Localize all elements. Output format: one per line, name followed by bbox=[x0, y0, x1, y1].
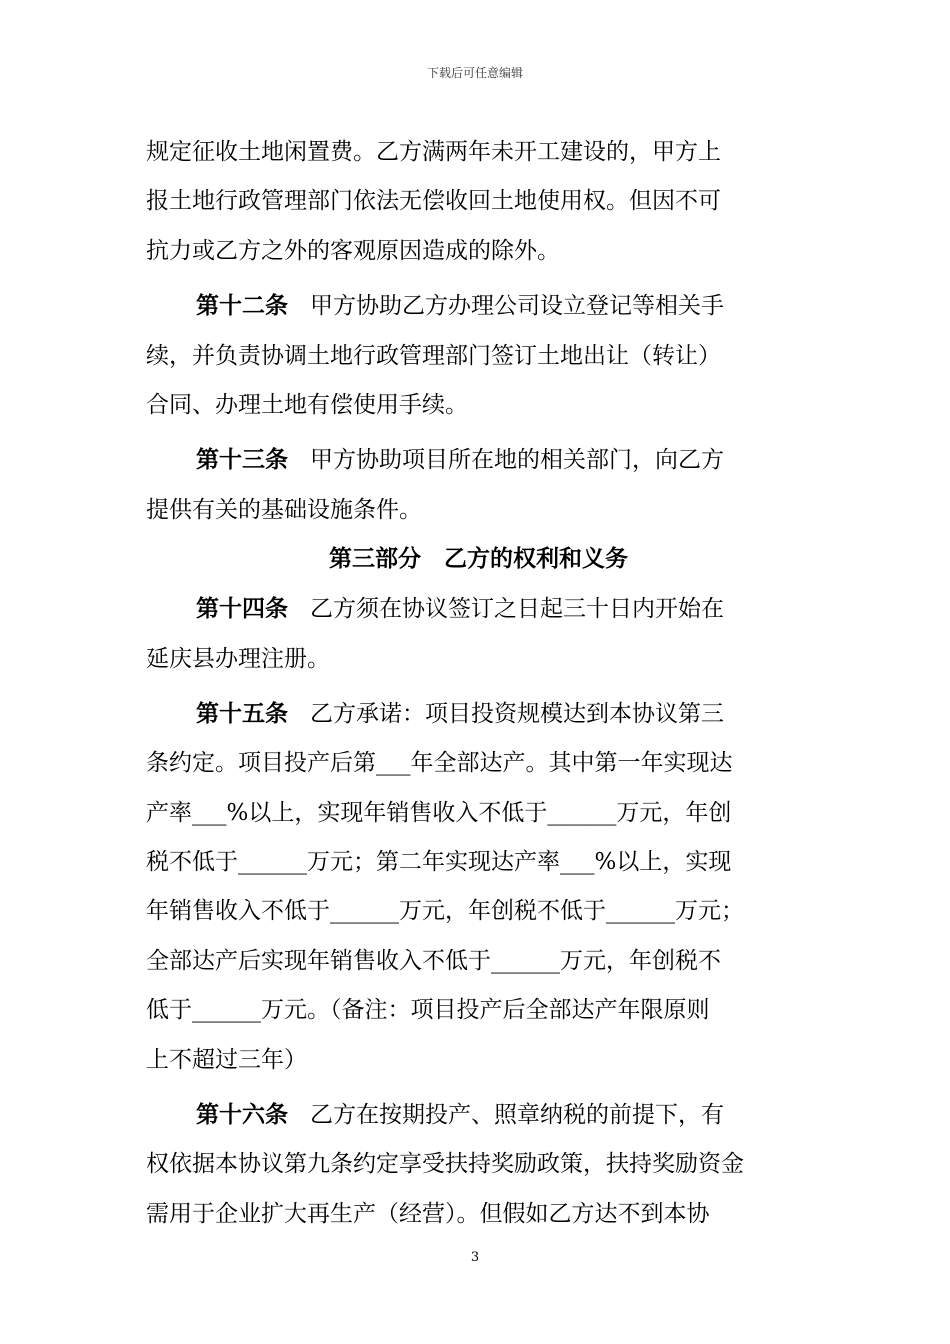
paragraph-continued bbox=[146, 128, 811, 276]
header-note: 下载后可任意编辑 bbox=[426, 66, 523, 80]
article-13 bbox=[146, 436, 811, 535]
section-heading: 第三部分 乙方的权利和义务 bbox=[329, 545, 628, 573]
text-line: 税不低于______万元；第二年实现达产率___%以上，实现 bbox=[146, 849, 732, 876]
article-text: 甲方协助乙方办理公司设立登记等相关手 bbox=[310, 293, 724, 320]
text-line: 合同、办理土地有偿使用手续。 bbox=[146, 391, 468, 418]
text-line: 全部达产后实现年销售收入不低于______万元，年创税不 bbox=[146, 947, 721, 974]
text-line: 上不超过三年） bbox=[146, 1046, 307, 1073]
article-label: 第十六条 bbox=[196, 1102, 288, 1129]
article-12 bbox=[146, 282, 811, 430]
article-16 bbox=[146, 1091, 811, 1239]
text-line: 产率___%以上，实现年销售收入不低于______万元，年创 bbox=[146, 799, 732, 826]
article-text: 甲方协助项目所在地的相关部门，向乙方 bbox=[310, 447, 724, 474]
text-line: 条约定。项目投产后第___年全部达产。其中第一年实现达 bbox=[146, 750, 733, 777]
article-text: 乙方在按期投产、照章纳税的前提下，有 bbox=[310, 1102, 724, 1129]
article-label: 第十三条 bbox=[196, 447, 288, 474]
text-line: 续，并负责协调土地行政管理部门签订土地出让（转让） bbox=[146, 342, 721, 369]
article-first-line bbox=[146, 1091, 811, 1140]
article-label: 第十四条 bbox=[196, 596, 288, 623]
article-first-line bbox=[146, 436, 811, 485]
document-body bbox=[146, 128, 811, 1239]
text-line: 报土地行政管理部门依法无偿收回土地使用权。但因不可 bbox=[146, 188, 721, 215]
article-15 bbox=[146, 690, 811, 1085]
article-text: 乙方承诺：项目投资规模达到本协议第三 bbox=[310, 700, 724, 727]
text-line: 延庆县办理注册。 bbox=[146, 645, 330, 672]
article-text: 乙方须在协议签订之日起三十日内开始在 bbox=[310, 596, 724, 623]
article-14 bbox=[146, 585, 811, 684]
text-line: 需用于企业扩大再生产（经营）。但假如乙方达不到本协 bbox=[146, 1200, 710, 1227]
text-line: 权依据本协议第九条约定享受扶持奖励政策，扶持奖励资金 bbox=[146, 1151, 744, 1178]
text-line: 抗力或乙方之外的客观原因造成的除外。 bbox=[146, 237, 560, 264]
article-label: 第十五条 bbox=[196, 700, 288, 727]
article-first-line bbox=[146, 282, 811, 331]
text-line: 规定征收土地闲置费。乙方满两年未开工建设的，甲方上 bbox=[146, 139, 721, 165]
article-first-line bbox=[146, 690, 811, 739]
text-line: 提供有关的基础设施条件。 bbox=[146, 496, 422, 523]
page-number: 3 bbox=[470, 1250, 480, 1265]
article-label: 第十二条 bbox=[196, 293, 288, 320]
text-line: 低于______万元。（备注：项目投产后全部达产年限原则 bbox=[146, 997, 710, 1024]
text-line: 年销售收入不低于______万元，年创税不低于______万元； bbox=[146, 898, 744, 925]
article-first-line bbox=[146, 585, 811, 634]
